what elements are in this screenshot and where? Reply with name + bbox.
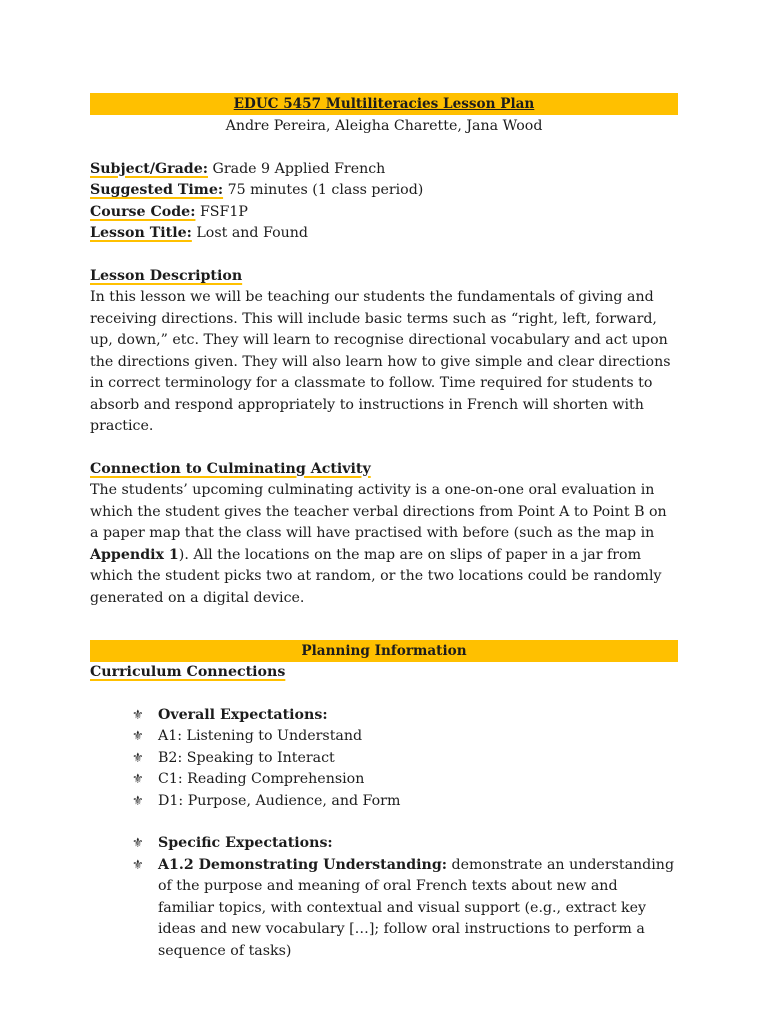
list-item	[132, 769, 678, 791]
fleur-de-lis-icon: ⚜	[132, 750, 144, 766]
curriculum-heading: Curriculum Connections	[90, 664, 286, 680]
list-item	[132, 791, 678, 813]
document-title: EDUC 5457 Multiliteracies Lesson Plan	[233, 96, 535, 112]
list-item	[132, 748, 678, 770]
specific-expectation-text: demonstrate an understanding of the purpose and meaning of oral French texts about new and familiar topics, with contextual and visual support (e.g., extract key ideas and new vocabulary […]; follow oral instructions to perform a sequence of tasks)	[158, 856, 675, 959]
list-item	[132, 855, 678, 963]
overall-expectations-title: Overall Expectations:	[158, 706, 328, 723]
overall-expectations-list	[90, 705, 678, 813]
culminating-heading: Connection to Culminating Activity	[90, 460, 371, 477]
fleur-de-lis-icon: ⚜	[132, 707, 144, 723]
fleur-de-lis-icon: ⚜	[132, 729, 144, 744]
meta-course-code-label: Course Code:	[90, 203, 196, 220]
culminating-body-start: The students’ upcoming culminating activity is a one-on-one oral evaluation in which the student gives the teacher verbal directions from Point A to Point B on a paper map that the class will have practised with before (such as the map in	[90, 482, 667, 541]
lesson-plan-page	[90, 93, 678, 962]
fleur-de-lis-icon: ⚜	[132, 857, 144, 873]
meta-lesson-title-value: Lost and Found	[191, 225, 308, 241]
fleur-de-lis-icon: ⚜	[132, 836, 144, 851]
expectation-b2: B2: Speaking to Interact	[158, 749, 335, 766]
fleur-de-lis-icon: ⚜	[132, 793, 144, 809]
meta-subject-value: Grade 9 Applied French	[207, 160, 386, 177]
meta-time-label: Suggested Time:	[90, 182, 224, 198]
lesson-description-body: In this lesson we will be teaching our students the fundamentals of giving and receiving directions. This will include basic terms such as “right, left, forward, up, down,” etc. They will learn to recognise directional vocabulary and act upon the directions given. They will also learn how to give simple and clear directions in correct terminology for a classmate to follow. Time required for students to absorb and respond appropriately to instructions in French will shorten with practice.	[90, 289, 671, 434]
meta-course-code	[90, 202, 678, 224]
title-banner	[90, 93, 678, 115]
culminating-body-end: ). All the locations on the map are on slips of paper in a jar from which the student picks two at random, or the two locations could be randomly generated on a digital device.	[90, 546, 662, 606]
specific-expectation-label: A1.2 Demonstrating Understanding:	[158, 856, 448, 873]
meta-time	[90, 180, 678, 202]
meta-subject-label: Subject/Grade:	[90, 160, 208, 177]
meta-time-value: 75 minutes (1 class period)	[223, 182, 424, 198]
meta-lesson-title-label: Lesson Title:	[90, 225, 192, 241]
specific-expectations-title: Specific Expectations:	[158, 835, 333, 851]
expectation-d1: D1: Purpose, Audience, and Form	[158, 792, 401, 809]
planning-banner	[90, 640, 678, 662]
expectation-a1: A1: Listening to Understand	[158, 728, 363, 744]
expectation-c1: C1: Reading Comprehension	[158, 771, 365, 787]
specific-expectations-list	[90, 833, 678, 962]
planning-banner-label: Planning Information	[301, 643, 467, 659]
list-item	[132, 833, 678, 855]
culminating-body	[90, 480, 678, 609]
list-item	[132, 705, 678, 727]
authors: Andre Pereira, Aleigha Charette, Jana Wood	[225, 118, 543, 134]
meta-subject	[90, 159, 678, 181]
meta-lesson-title	[90, 223, 678, 245]
appendix-reference: Appendix 1	[90, 546, 179, 563]
lesson-description-heading: Lesson Description	[90, 267, 243, 284]
meta-course-code-value: FSF1P	[195, 203, 248, 220]
list-item	[132, 726, 678, 748]
fleur-de-lis-icon: ⚜	[132, 772, 144, 787]
